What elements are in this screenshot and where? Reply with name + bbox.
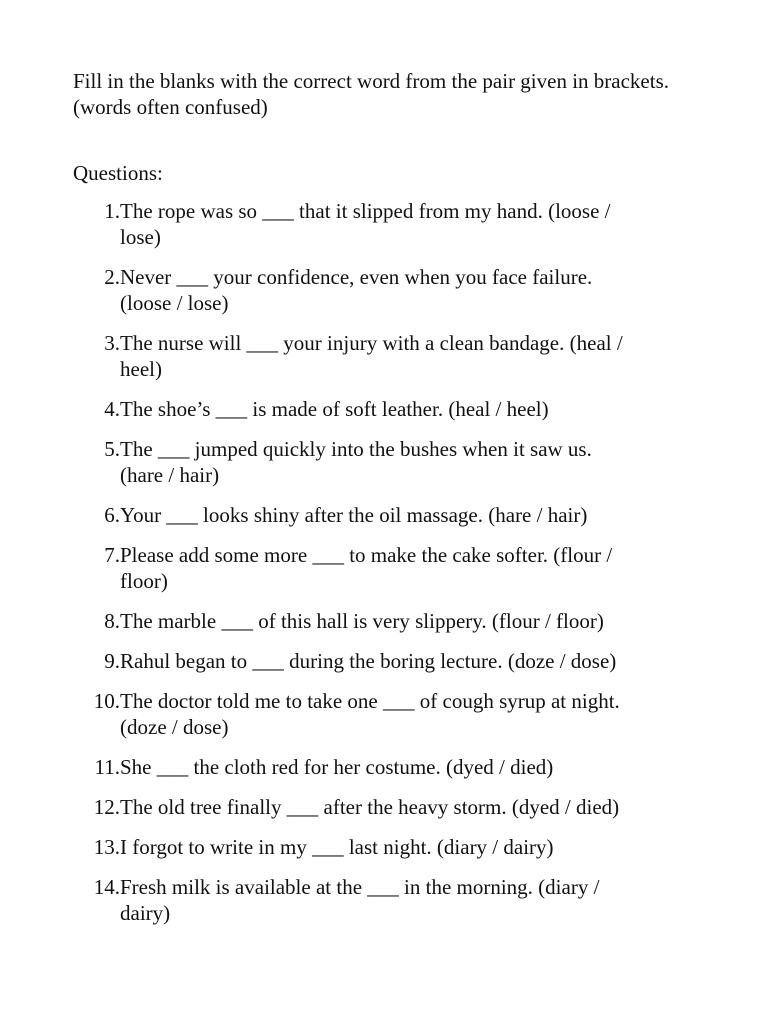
question-number: [73, 502, 120, 528]
question-number: [73, 396, 120, 422]
question-number: [73, 834, 120, 860]
question-text-line: Fresh milk is available at the ___ in the morning. (diary /: [120, 875, 600, 899]
question-number-label: 2.: [104, 265, 120, 289]
question-text-line: The rope was so ___ that it slipped from my hand. (loose /: [120, 199, 611, 223]
question-text-line: (hare / hair): [120, 463, 220, 487]
question-text-line: Never ___ your confidence, even when you face failure.: [120, 265, 593, 289]
question-text-line: She ___ the cloth red for her costume. (dyed / died): [120, 755, 554, 779]
question-text-line: Your ___ looks shiny after the oil massage. (hare / hair): [120, 503, 588, 527]
question-item: [73, 396, 728, 422]
question-text-line: dairy): [120, 901, 171, 925]
question-number: [73, 608, 120, 634]
question-number: [73, 874, 120, 926]
question-text-line: (loose / lose): [120, 291, 229, 315]
question-text: [120, 834, 728, 860]
question-text: [120, 754, 728, 780]
question-number: [73, 794, 120, 820]
question-item: [73, 608, 728, 634]
question-text-line: Rahul began to ___ during the boring lecture. (doze / dose): [120, 649, 617, 673]
question-text-line: lose): [120, 225, 161, 249]
question-text: [120, 542, 728, 594]
question-text: [120, 330, 728, 382]
question-item: [73, 834, 728, 860]
question-text-line: floor): [120, 569, 168, 593]
question-text-line: (doze / dose): [120, 715, 229, 739]
question-number: [73, 198, 120, 250]
question-number-label: 6.: [104, 503, 120, 527]
question-number-label: 14.: [93, 875, 120, 899]
question-item: [73, 688, 728, 740]
question-item: [73, 264, 728, 316]
question-number-label: 1.: [104, 199, 120, 223]
question-text-line: The ___ jumped quickly into the bushes when it saw us.: [120, 437, 592, 461]
question-item: [73, 198, 728, 250]
question-text: [120, 874, 728, 926]
question-item: [73, 794, 728, 820]
questions-heading: Questions:: [73, 161, 163, 185]
instructions-text: Fill in the blanks with the correct word from the pair given in brackets. (words often confused): [73, 69, 670, 119]
question-text-line: The old tree finally ___ after the heavy storm. (dyed / died): [120, 795, 620, 819]
question-number-label: 12.: [93, 795, 120, 819]
question-number-label: 5.: [104, 437, 120, 461]
question-number-label: 10.: [93, 689, 120, 713]
question-text: [120, 688, 728, 740]
question-list: [73, 198, 728, 926]
question-number: [73, 264, 120, 316]
question-item: [73, 754, 728, 780]
question-item: [73, 874, 728, 926]
question-item: [73, 542, 728, 594]
question-text-line: heel): [120, 357, 162, 381]
question-text-line: I forgot to write in my ___ last night. (diary / dairy): [120, 835, 554, 859]
question-number: [73, 330, 120, 382]
question-text: [120, 264, 728, 316]
question-number-label: 9.: [104, 649, 120, 673]
question-text-line: The shoe’s ___ is made of soft leather. (heal / heel): [120, 397, 549, 421]
question-text: [120, 396, 728, 422]
question-number-label: 4.: [104, 397, 120, 421]
question-text: [120, 198, 728, 250]
question-text-line: Please add some more ___ to make the cake softer. (flour /: [120, 543, 613, 567]
question-item: [73, 648, 728, 674]
question-number-label: 7.: [104, 543, 120, 567]
question-number-label: 8.: [104, 609, 120, 633]
question-number: [73, 436, 120, 488]
question-text-line: The nurse will ___ your injury with a clean bandage. (heal /: [120, 331, 623, 355]
question-text: [120, 502, 728, 528]
question-number-label: 13.: [93, 835, 120, 859]
question-text: [120, 794, 728, 820]
question-item: [73, 436, 728, 488]
question-number: [73, 688, 120, 740]
question-text-line: The doctor told me to take one ___ of cough syrup at night.: [120, 689, 620, 713]
question-number-label: 3.: [104, 331, 120, 355]
question-number: [73, 648, 120, 674]
question-item: [73, 330, 728, 382]
question-number-label: 11.: [94, 755, 120, 779]
question-item: [73, 502, 728, 528]
question-number: [73, 754, 120, 780]
question-text: [120, 436, 728, 488]
question-text-line: The marble ___ of this hall is very slippery. (flour / floor): [120, 609, 604, 633]
question-number: [73, 542, 120, 594]
question-text: [120, 648, 728, 674]
question-text: [120, 608, 728, 634]
